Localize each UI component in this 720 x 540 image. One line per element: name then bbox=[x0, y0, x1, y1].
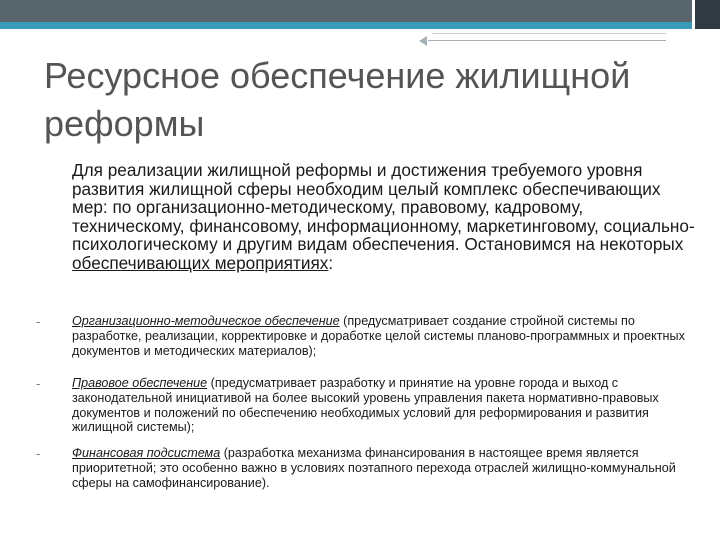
bullet-text: (разработка механизма финансирования в настоящее время является приоритетной; это особенно важно в условиях поэтапного перехода отраслей жилищно-коммунальной сферы на самофинансирование). bbox=[72, 446, 676, 490]
intro-paragraph bbox=[72, 161, 700, 273]
header-corner-block bbox=[692, 0, 720, 29]
header-accent-stripe bbox=[0, 22, 692, 29]
bullet-marker: - bbox=[36, 376, 41, 391]
decorative-rule bbox=[428, 40, 666, 41]
bullet-item-legal bbox=[72, 376, 692, 435]
bullet-item-finance bbox=[72, 446, 692, 490]
header-corner-gap bbox=[692, 0, 695, 29]
decorative-rule-arrow bbox=[419, 36, 427, 46]
intro-end: : bbox=[328, 252, 334, 273]
slide-title: Ресурсное обеспечение жилищной реформы bbox=[44, 55, 631, 144]
intro-underlined-text: обеспечивающих мероприятиях bbox=[72, 252, 329, 273]
bullet-item-org-method bbox=[72, 314, 692, 358]
bullet-term: Правовое обеспечение bbox=[72, 376, 208, 390]
bullet-term: Организационно-методическое обеспечение bbox=[72, 314, 340, 328]
bullet-text: (предусматривает разработку и принятие на уровне города и выход с законодательной инициативой на более высокий уровень управления пакета нормативно-правовых документов и положений по обеспечению необходимых условий для реформирования и развития жилищной системы); bbox=[72, 376, 659, 435]
bullet-marker: - bbox=[36, 314, 41, 329]
bullet-term: Финансовая подсистема bbox=[72, 446, 221, 460]
intro-text: Для реализации жилищной реформы и достижения требуемого уровня развития жилищной сферы необходим целый комплекс обеспечивающих мер: по организационно-методическому, правовому, кадровому, техническому, финансовому, информационному, маркетинговому, социально-психологическому и другим видам обеспечения. Остановимся на некоторых bbox=[72, 160, 695, 255]
bullet-text: (предусматривает создание стройной системы по разработке, реализации, корректировке и доработке целой системы планово-программных и проектных документов и методических материалов); bbox=[72, 314, 685, 358]
decorative-rule-upper bbox=[432, 33, 666, 34]
header-band bbox=[0, 0, 720, 22]
bullet-marker: - bbox=[36, 446, 41, 461]
